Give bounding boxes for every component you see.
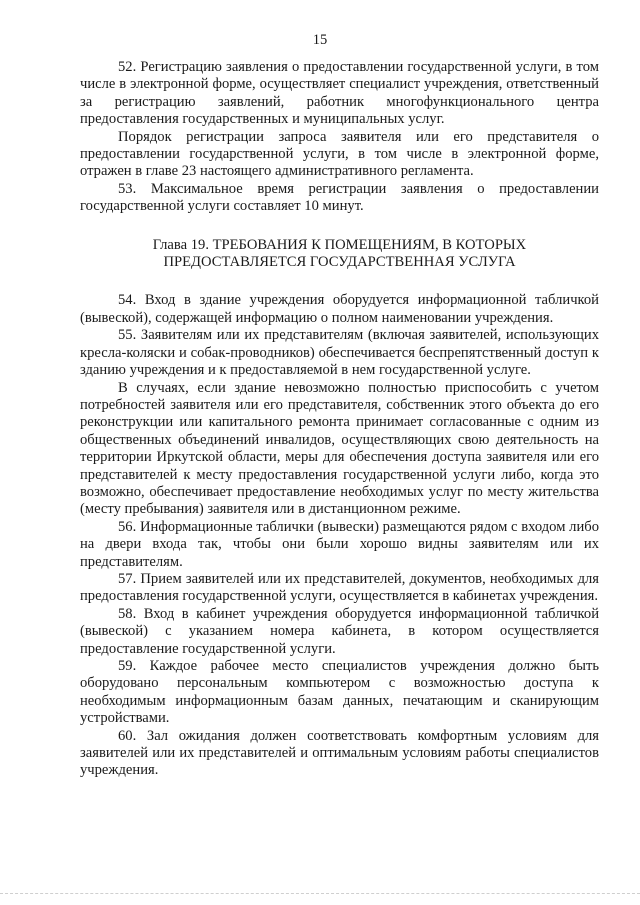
paragraph-60: 60. Зал ожидания должен соответствовать комфортным условиям для заявителей или их представителей и оптимальным условиям работы специалистов учреждения. bbox=[80, 727, 599, 779]
paragraph-56: 56. Информационные таблички (вывески) размещаются рядом с входом либо на двери входа так, чтобы они были хорошо видны заявителям или их представителям. bbox=[80, 518, 599, 570]
paragraph-57: 57. Прием заявителей или их представителей, документов, необходимых для предоставления государственной услуги, осуществляется в кабинетах учреждения. bbox=[80, 570, 599, 605]
document-body bbox=[80, 59, 599, 780]
paragraph-54: 54. Вход в здание учреждения оборудуется информационной табличкой (вывеской), содержащей информацию о полном наименовании учреждения. bbox=[80, 292, 599, 326]
page-number: 15 bbox=[312, 32, 328, 48]
chapter-heading-line-1: Глава 19. ТРЕБОВАНИЯ К ПОМЕЩЕНИЯМ, В КОТОРЫХ bbox=[152, 236, 527, 253]
chapter-heading-line-2: ПРЕДОСТАВЛЯЕТСЯ ГОСУДАРСТВЕННАЯ УСЛУГА bbox=[163, 254, 516, 271]
paragraph-52: 52. Регистрацию заявления о предоставлении государственной услуги, в том числе в электронной форме, осуществляет специалист учреждения, ответственный за регистрацию заявлений, работник многофункционального центра предоставления государственных и муниципальных услуг. bbox=[80, 59, 599, 128]
paragraph-59: 59. Каждое рабочее место специалистов учреждения должно быть оборудовано персональным компьютером с возможностью доступа к необходимым информационным базам данных, печатающим и сканирующим устройствами. bbox=[80, 658, 599, 727]
page-bottom-divider bbox=[0, 893, 640, 894]
paragraph-53: 53. Максимальное время регистрации заявления о предоставлении государственной услуги составляет 10 минут. bbox=[80, 180, 599, 215]
paragraph-registration-order: Порядок регистрации запроса заявителя или его представителя о предоставлении государственной услуги, в том числе в электронной форме, отражен в главе 23 настоящего административного регламента. bbox=[80, 128, 599, 180]
paragraph-58: 58. Вход в кабинет учреждения оборудуется информационной табличкой (вывеской) с указанием номера кабинета, в котором осуществляется предоставление государственной услуги. bbox=[80, 605, 599, 657]
paragraph-55: 55. Заявителям или их представителям (включая заявителей, использующих кресла-коляски и собак-проводников) обеспечивается беспрепятственный доступ к зданию учреждения и к предоставляемой в нем государственной услуге. bbox=[80, 327, 599, 379]
paragraph-55-continued: В случаях, если здание невозможно полностью приспособить с учетом потребностей заявителя или его представителя, собственник этого объекта до его реконструкции или капитального ремонта принимает согласованные с одним из общественных объединений инвалидов, осуществляющих свою деятельность на территории Иркутской области, меры для обеспечения доступа заявителя или его представителей к месту предоставления государственной услуги либо, когда это возможно, обеспечивает предоставление необходимых услуг по месту жительства (месту пребывания) заявителя или в дистанционном режиме. bbox=[80, 379, 599, 518]
chapter-heading bbox=[80, 237, 599, 272]
